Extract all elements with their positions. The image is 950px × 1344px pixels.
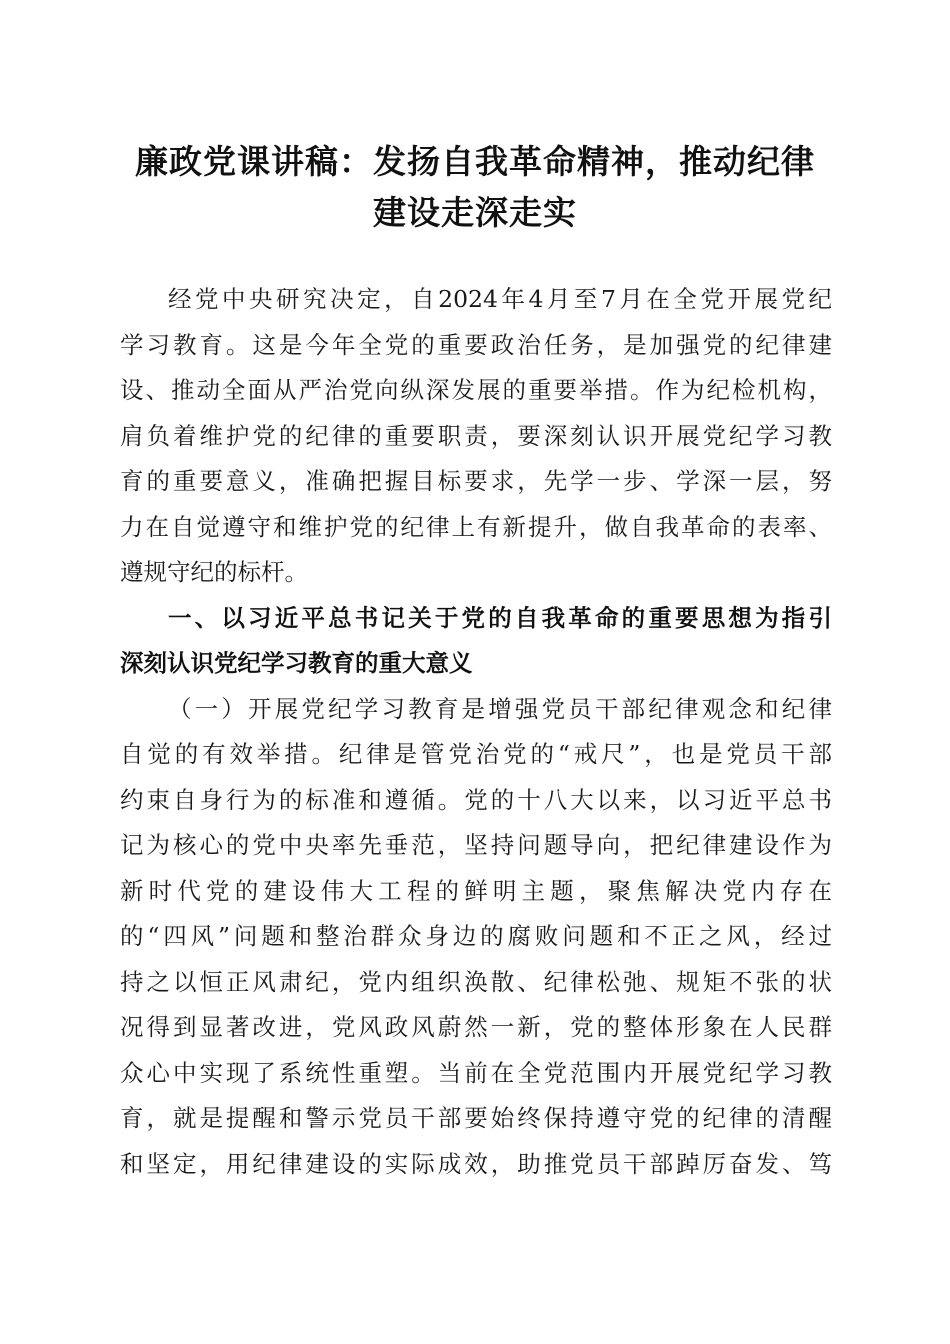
paragraph-line: 力在自觉遵守和维护党的纪律上有新提升，做自我革命的表率、 <box>120 512 832 541</box>
title-line-1: 廉政党课讲稿：发扬自我革命精神，推动纪律 <box>135 142 815 181</box>
document-body <box>120 277 832 1187</box>
paragraph-line: 育的重要意义，准确把握目标要求，先学一步、学深一层，努 <box>120 467 832 495</box>
document-title <box>100 136 850 238</box>
paragraph-line: 经党中央研究决定，自2024年4月至7月在全党开展党纪 <box>168 285 832 313</box>
paragraph-line: 的“四风”问题和整治群众身边的腐败问题和不正之风，经过 <box>120 922 832 950</box>
paragraph-line: 学习教育。这是今年全党的重要政治任务，是加强党的纪律建 <box>120 330 832 359</box>
paragraph-line: 况得到显著改进，党风政风蔚然一新，党的整体形象在人民群 <box>120 1013 832 1041</box>
paragraph-line: 新时代党的建设伟大工程的鲜明主题，聚焦解决党内存在 <box>120 876 832 905</box>
paragraph-line: 育，就是提醒和警示党员干部要始终保持遵守党的纪律的清醒 <box>120 1104 832 1132</box>
paragraph-line: 遵规守纪的标杆。 <box>120 558 308 586</box>
section-heading-line: 一、以习近平总书记关于党的自我革命的重要思想为指引 <box>168 603 832 632</box>
paragraph-line: 和坚定，用纪律建设的实际成效，助推党员干部踔厉奋发、笃 <box>120 1149 832 1178</box>
paragraph-line: 约束自身行为的标准和遵循。党的十八大以来，以习近平总书 <box>120 785 832 814</box>
paragraph-line: 自觉的有效举措。纪律是管党治党的“戒尺”，也是党员干部 <box>120 740 832 768</box>
paragraph-line: 肩负着维护党的纪律的重要职责，要深刻认识开展党纪学习教 <box>120 421 832 450</box>
title-line-2: 建设走深走实 <box>373 193 577 232</box>
section-heading-line: 深刻认识党纪学习教育的重大意义 <box>120 649 473 677</box>
paragraph-line: 设、推动全面从严治党向纵深发展的重要举措。作为纪检机构， <box>120 376 832 404</box>
paragraph-line: （一）开展党纪学习教育是增强党员干部纪律观念和纪律 <box>168 694 832 723</box>
paragraph-line: 众心中实现了系统性重塑。当前在全党范围内开展党纪学习教 <box>120 1058 832 1087</box>
paragraph-line: 记为核心的党中央率先垂范，坚持问题导向，把纪律建设作为 <box>120 831 832 859</box>
paragraph-line: 持之以恒正风肃纪，党内组织涣散、纪律松弛、规矩不张的状 <box>120 967 832 996</box>
